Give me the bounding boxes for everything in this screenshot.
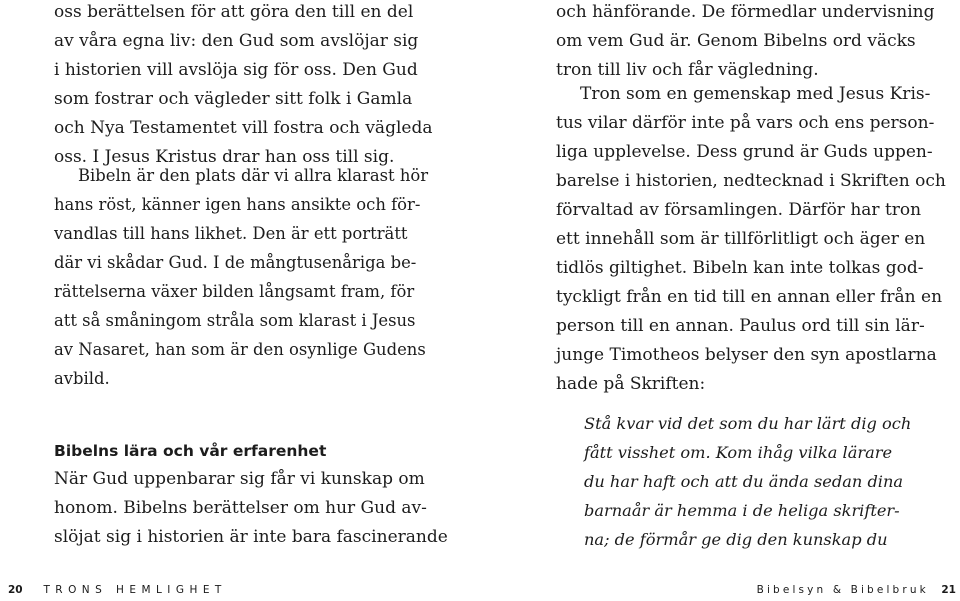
right-paragraph-2 <box>556 80 946 399</box>
page-number-right: 21 <box>941 584 956 596</box>
text-line: avbild. <box>54 369 110 388</box>
text-line: tron till liv och får vägledning. <box>556 60 819 80</box>
text-line: tidlös giltighet. Bibeln kan inte tolkas god- <box>556 258 924 278</box>
quote-line: barnaår är hemma i de heliga skrifter- <box>584 501 900 520</box>
text-line: hans röst, känner igen hans ansikte och för- <box>54 195 421 214</box>
left-paragraph-1 <box>54 0 432 172</box>
text-line: junge Timotheos belyser den syn apostlarna <box>556 345 937 365</box>
text-line: tus vilar därför inte på vars och ens person- <box>556 113 935 133</box>
text-line: om vem Gud är. Genom Bibelns ord väcks <box>556 31 916 51</box>
running-title-left: TRONS HEMLIGHET <box>43 584 227 596</box>
text-line: och Nya Testamentet vill fostra och vägleda <box>54 118 433 138</box>
text-line: barelse i historien, nedtecknad i Skriften och <box>556 171 946 191</box>
text-line: När Gud uppenbarar sig får vi kunskap om <box>54 469 425 489</box>
right-footer <box>757 579 956 601</box>
text-line: honom. Bibelns berättelser om hur Gud av- <box>54 498 427 518</box>
running-title-right: Bibelsyn & Bibelbruk <box>756 584 929 596</box>
right-paragraph-1 <box>556 0 935 85</box>
left-footer <box>8 579 227 601</box>
text-line: slöjat sig i historien är inte bara fascinerande <box>54 527 448 547</box>
text-line: liga upplevelse. Dess grund är Guds uppen- <box>556 142 933 162</box>
text-line: att så småningom stråla som klarast i Jesus <box>54 311 416 330</box>
text-line: där vi skådar Gud. I de mångtusenåriga be- <box>54 253 417 272</box>
text-line: vandlas till hans likhet. Den är ett porträtt <box>54 224 408 243</box>
text-line: person till en annan. Paulus ord till sin lär- <box>556 316 925 336</box>
text-line: oss berättelsen för att göra den till en del <box>54 2 414 22</box>
text-line: och hänförande. De förmedlar undervisning <box>556 2 935 22</box>
quote-line: na; de förmår ge dig den kunskap du <box>584 530 888 549</box>
left-paragraph-2 <box>54 161 428 393</box>
text-line: i historien vill avslöja sig för oss. Den Gud <box>54 60 418 80</box>
quote-line: Stå kvar vid det som du har lärt dig och <box>584 414 912 433</box>
text-line: Tron som en gemenskap med Jesus Kris- <box>580 84 931 104</box>
section-heading: Bibelns lära och vår erfarenhet <box>54 442 327 460</box>
text-line: hade på Skriften: <box>556 374 706 394</box>
text-line: tyckligt från en tid till en annan eller från en <box>556 287 943 307</box>
text-line: av Nasaret, han som är den osynlige Gudens <box>54 340 426 359</box>
text-line: av våra egna liv: den Gud som avslöjar sig <box>54 31 419 51</box>
text-line: förvaltad av församlingen. Därför har tron <box>556 200 922 220</box>
left-paragraph-3 <box>54 465 448 552</box>
quote-line: du har haft och att du ända sedan dina <box>584 472 904 491</box>
text-line: oss. I Jesus Kristus drar han oss till sig. <box>54 147 395 167</box>
text-line: ett innehåll som är tillförlitligt och äger en <box>556 229 926 249</box>
text-line: rättelserna växer bilden långsamt fram, för <box>54 282 415 301</box>
quote-line: fått visshet om. Kom ihåg vilka lärare <box>584 443 893 462</box>
text-line: Bibeln är den plats där vi allra klarast hör <box>78 166 429 185</box>
scripture-quote <box>584 409 911 554</box>
text-line: som fostrar och vägleder sitt folk i Gamla <box>54 89 413 109</box>
page-number-left: 20 <box>8 584 23 596</box>
